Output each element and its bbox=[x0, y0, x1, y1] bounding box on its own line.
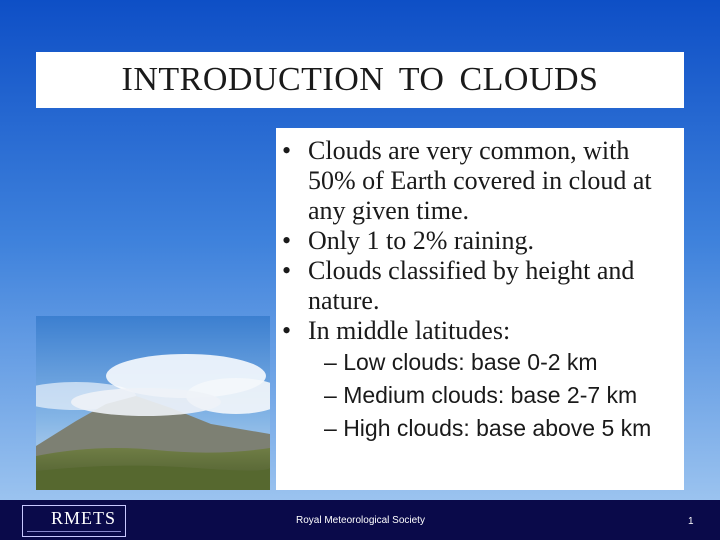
bullet-text: Only 1 to 2% raining. bbox=[308, 226, 535, 255]
sub-bullet-text: Low clouds: base 0-2 km bbox=[343, 349, 598, 375]
bullet-text: Clouds are very common, with 50% of Earth covered in cloud at any given time. bbox=[308, 136, 652, 225]
dash-icon: – bbox=[324, 382, 337, 408]
content-box bbox=[276, 128, 684, 490]
sub-bullet-item bbox=[280, 412, 678, 445]
society-name: Royal Meteorological Society bbox=[296, 515, 425, 526]
sub-bullet-text: High clouds: base above 5 km bbox=[343, 415, 652, 441]
logo-underline bbox=[27, 531, 121, 535]
dash-icon: – bbox=[324, 349, 337, 375]
bullet-icon: • bbox=[282, 226, 292, 255]
bullet-item bbox=[280, 256, 678, 316]
photo-graphic bbox=[36, 316, 270, 490]
rmets-logo bbox=[22, 505, 126, 537]
page-number: 1 bbox=[688, 516, 694, 527]
bullet-icon: • bbox=[282, 136, 292, 165]
bullet-icon: • bbox=[282, 256, 292, 285]
slide-title: INTRODUCTION TO CLOUDS bbox=[121, 61, 599, 98]
logo-text: RMETS bbox=[51, 508, 117, 528]
sub-bullet-item bbox=[280, 346, 678, 379]
bullet-text: In middle latitudes: bbox=[308, 316, 511, 345]
sub-bullet-item bbox=[280, 379, 678, 412]
bullet-icon: • bbox=[282, 316, 292, 345]
sub-bullet-text: Medium clouds: base 2-7 km bbox=[343, 382, 638, 408]
mountain-clouds-photo bbox=[36, 316, 270, 490]
bullet-text: Clouds classified by height and nature. bbox=[308, 256, 635, 315]
bullet-item bbox=[280, 226, 678, 256]
title-box bbox=[36, 52, 684, 108]
bullet-item bbox=[280, 136, 678, 226]
bullet-item bbox=[280, 316, 678, 346]
dash-icon: – bbox=[324, 415, 337, 441]
